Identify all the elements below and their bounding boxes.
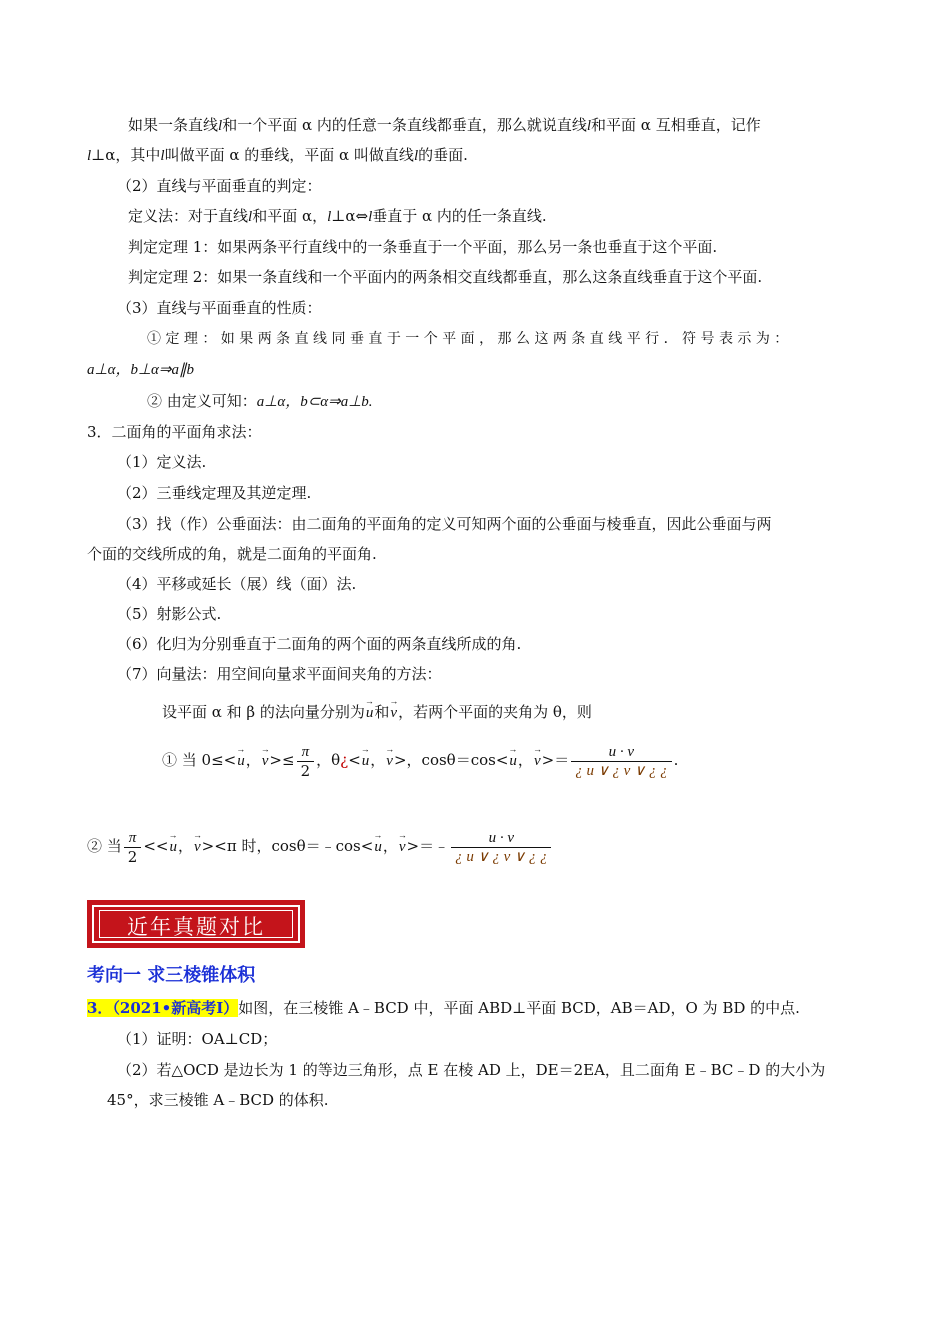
- property-definition: ② 由定义可知：a⊥α，b⊂α⇒a⊥b.: [147, 392, 373, 410]
- problem-3-part-1: （1）证明：OA⊥CD；: [117, 1030, 278, 1048]
- theorem-2: 判定定理 2：如果一条直线和一个平面内的两条相交直线都垂直，那么这条直线垂直于这个平面.: [128, 268, 763, 286]
- criterion-heading: （2）直线与平面垂直的判定：: [117, 177, 322, 195]
- case-1-formula: ① 当 0≤<→ u，→ v>≤ $\frac{\pi}{2}$ ，θ¿<→ u，→ v>，cosθ＝cos<→ u，→ v>＝ $\frac{u \cdot v}{¿ u \vee ¿ v \vee ¿ ¿}$ .: [162, 742, 678, 780]
- definition-method: 定义法：对于直线l和平面 α，l⊥α⇔l垂直于 α 内的任一条直线.: [128, 207, 547, 225]
- method-2: （2）三垂线定理及其逆定理.: [117, 484, 312, 502]
- normal-vectors-line: 设平面 α 和 β 的法向量分别为→ u和→ v，若两个平面的夹角为 θ，则: [162, 702, 592, 723]
- banner-title: 近年真题对比: [127, 915, 265, 939]
- problem-3-part-2-line-2: 45°，求三棱锥 A﹣BCD 的体积.: [107, 1091, 329, 1109]
- method-3-line-2: 个面的交线所成的角，就是二面角的平面角.: [87, 545, 377, 563]
- perp-definition-line-2: l⊥α，其中l叫做平面 α 的垂线，平面 α 叫做直线l的垂面.: [87, 146, 468, 164]
- method-5: （5）射影公式.: [117, 605, 222, 623]
- recent-exams-banner: [87, 900, 305, 948]
- method-1: （1）定义法.: [117, 453, 207, 471]
- problem-source-tag: 3．（2021•新高考Ⅰ）: [87, 999, 239, 1017]
- property-heading: （3）直线与平面垂直的性质：: [117, 299, 322, 317]
- property-formula: a⊥α，b⊥α⇒a∥b: [87, 362, 194, 378]
- method-3-line-1: （3）找（作）公垂面法：由二面角的平面角的定义可知两个面的公垂面与棱垂直，因此公垂面与两: [117, 515, 772, 533]
- case-2-formula: ② 当 $\frac{\pi}{2}$ <<→ u，→ v><π 时，cosθ＝﹣cos<→ u，→ v>＝﹣ $\frac{u \cdot v}{¿ u \vee ¿ v \vee ¿ ¿}$: [87, 828, 553, 866]
- problem-3-statement: 3．（2021•新高考Ⅰ）如图，在三棱锥 A﹣BCD 中，平面 ABD⊥平面 BCD，AB＝AD，O 为 BD 的中点.: [87, 999, 800, 1017]
- perp-definition-line-1: 如果一条直线l和一个平面 α 内的任意一条直线都垂直，那么就说直线l和平面 α 互相垂直，记作: [128, 116, 761, 134]
- theorem-1: 判定定理 1：如果两条平行直线中的一条垂直于一个平面，那么另一条也垂直于这个平面.: [128, 238, 718, 256]
- method-4: （4）平移或延长（展）线（面）法.: [117, 575, 357, 593]
- method-6: （6）化归为分别垂直于二面角的两个面的两条直线所成的角.: [117, 635, 522, 653]
- method-7: （7）向量法：用空间向量求平面间夹角的方法：: [117, 665, 442, 683]
- dihedral-heading: 3．二面角的平面角求法：: [87, 423, 262, 441]
- section-heading: 考向一 求三棱锥体积: [87, 965, 256, 986]
- problem-3-part-2-line-1: （2）若△OCD 是边长为 1 的等边三角形，点 E 在棱 AD 上，DE＝2EA，且二面角 E﹣BC﹣D 的大小为: [117, 1061, 826, 1079]
- property-theorem: ① 定 理 ： 如 果 两 条 直 线 同 垂 直 于 一 个 平 面 ， 那 么 这 两 条 直 线 平 行 ． 符 号 表 示 为 ：: [147, 331, 789, 347]
